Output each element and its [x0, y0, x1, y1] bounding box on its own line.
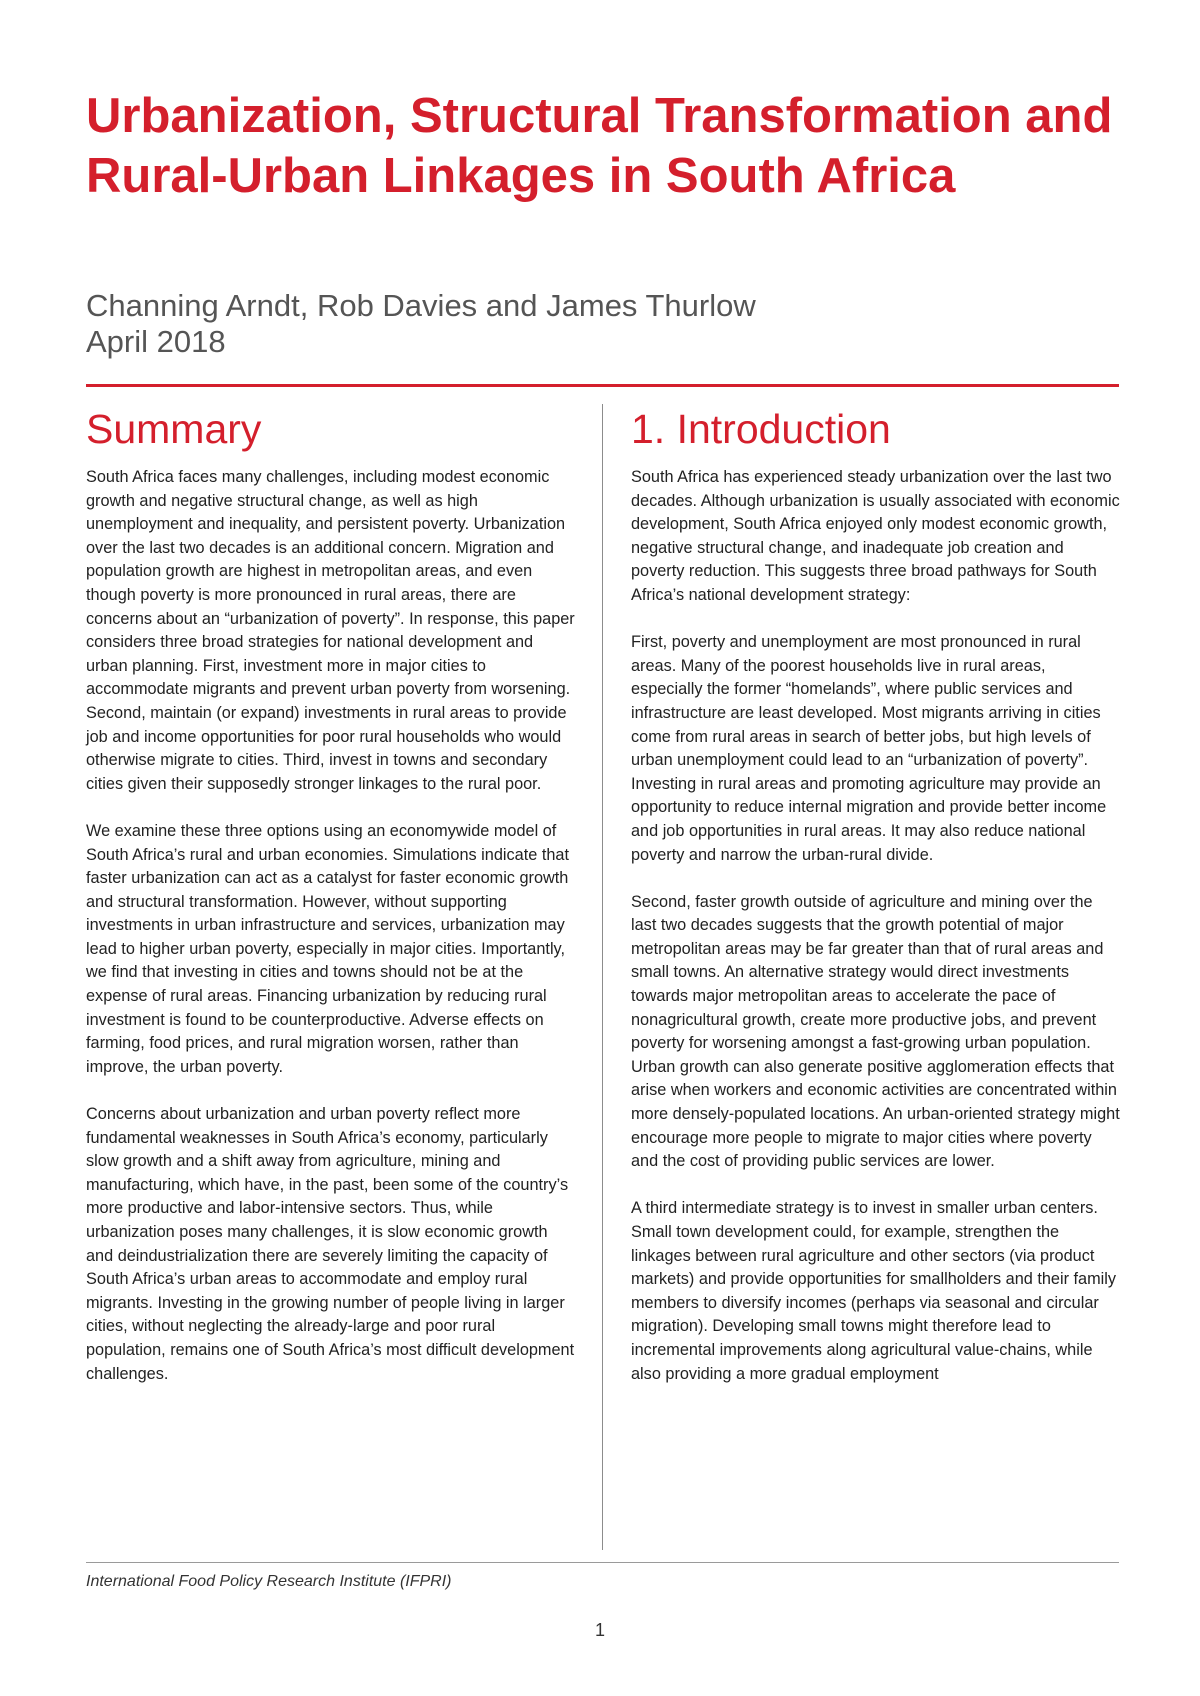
header-divider — [86, 384, 1119, 387]
publication-date: April 2018 — [86, 324, 226, 359]
byline — [86, 288, 756, 360]
summary-section — [86, 400, 576, 1410]
introduction-paragraph-3: Second, faster growth outside of agriculture and mining over the last two decades suggests that the growth potential of major metropolitan areas may be far greater than that of rural areas and small towns. An alternative strategy would direct investments towards major metropolitan areas to accelerate the pace of nonagricultural growth, create more productive jobs, and prevent poverty for worsening amongst a fast-growing urban population. Urban growth can also generate positive agglomeration effects that arise when workers and economic activities are concentrated within more densely-populated locations. An urban-oriented strategy might encourage more people to migrate to major cities where poverty and the cost of providing public services are lower. — [631, 892, 1120, 1171]
page-title: Urbanization, Structural Transformation and Rural-Urban Linkages in South Africa — [86, 89, 1113, 203]
summary-heading: Summary — [86, 406, 262, 452]
page-number: 1 — [594, 1620, 605, 1640]
introduction-paragraph-4: A third intermediate strategy is to invest in smaller urban centers. Small town development could, for example, strengthen the linkages between rural agriculture and other sectors (via product markets) and provide opportunities for smallholders and their family members to diversify incomes (perhaps via seasonal and circular migration). Developing small towns might therefore lead to incremental improvements along agricultural value-chains, while also providing a more gradual employment — [631, 1199, 1117, 1383]
footer-divider — [86, 1562, 1119, 1563]
column-divider — [602, 404, 603, 1550]
footer-institution: International Food Policy Research Institute (IFPRI) — [86, 1573, 452, 1590]
introduction-paragraph-2: First, poverty and unemployment are most pronounced in rural areas. Many of the poorest households live in rural areas, especially the former “homelands”, where public services and infrastructure are least developed. Most migrants arriving in cities come from rural areas in search of better jobs, but high levels of urban unemployment could lead to an “urbanization of poverty”. Investing in rural areas and promoting agriculture may provide an opportunity to reduce internal migration and provide better income and job opportunities in rural areas. It may also reduce national poverty and narrow the urban-rural divide. — [631, 633, 1107, 864]
summary-paragraph-3: Concerns about urbanization and urban poverty reflect more fundamental weaknesses in South Africa’s economy, particularly slow growth and a shift away from agriculture, mining and manufacturing, which have, in the past, been some of the country’s more productive and labor-intensive sectors. Thus, while urbanization poses many challenges, it is slow economic growth and deindustrialization there are severely limiting the capacity of South Africa’s urban areas to accommodate and employ rural migrants. Investing in the growing number of people living in larger cities, without neglecting the already-large and poor rural population, remains one of South Africa’s most difficult development challenges. — [86, 1105, 575, 1383]
summary-paragraph-1: South Africa faces many challenges, including modest economic growth and negative structural change, as well as high unemployment and inequality, and persistent poverty. Urbanization over the last two decades is an additional concern. Migration and population growth are highest in metropolitan areas, and even though poverty is more pronounced in rural areas, there are concerns about an “urbanization of poverty”. In response, this paper considers three broad strategies for national development and urban planning. First, investment more in major cities to accommodate migrants and prevent urban poverty from worsening. Second, maintain (or expand) investments in rural areas to provide job and income opportunities for poor rural households who would otherwise migrate to cities. Third, invest in towns and secondary cities given their supposedly stronger linkages to the rural poor. — [86, 468, 575, 793]
introduction-section — [631, 400, 1121, 1410]
introduction-heading: 1. Introduction — [631, 406, 891, 452]
author-names: Channing Arndt, Rob Davies and James Thurlow — [86, 288, 756, 323]
introduction-paragraph-1: South Africa has experienced steady urbanization over the last two decades. Although urbanization is usually associated with economic development, South Africa enjoyed only modest economic growth, negative structural change, and inadequate job creation and poverty reduction. This suggests three broad pathways for South Africa’s national development strategy: — [631, 468, 1120, 604]
summary-paragraph-2: We examine these three options using an economywide model of South Africa’s rural and urban economies. Simulations indicate that faster urbanization can act as a catalyst for faster economic growth and structural transformation. However, without supporting investments in urban infrastructure and services, urbanization may lead to higher urban poverty, especially in major cities. Importantly, we find that investing in cities and towns should not be at the expense of rural areas. Financing urbanization by reducing rural investment is found to be counterproductive. Adverse effects on farming, food prices, and rural migration worsen, rather than improve, the urban poverty. — [86, 821, 569, 1076]
